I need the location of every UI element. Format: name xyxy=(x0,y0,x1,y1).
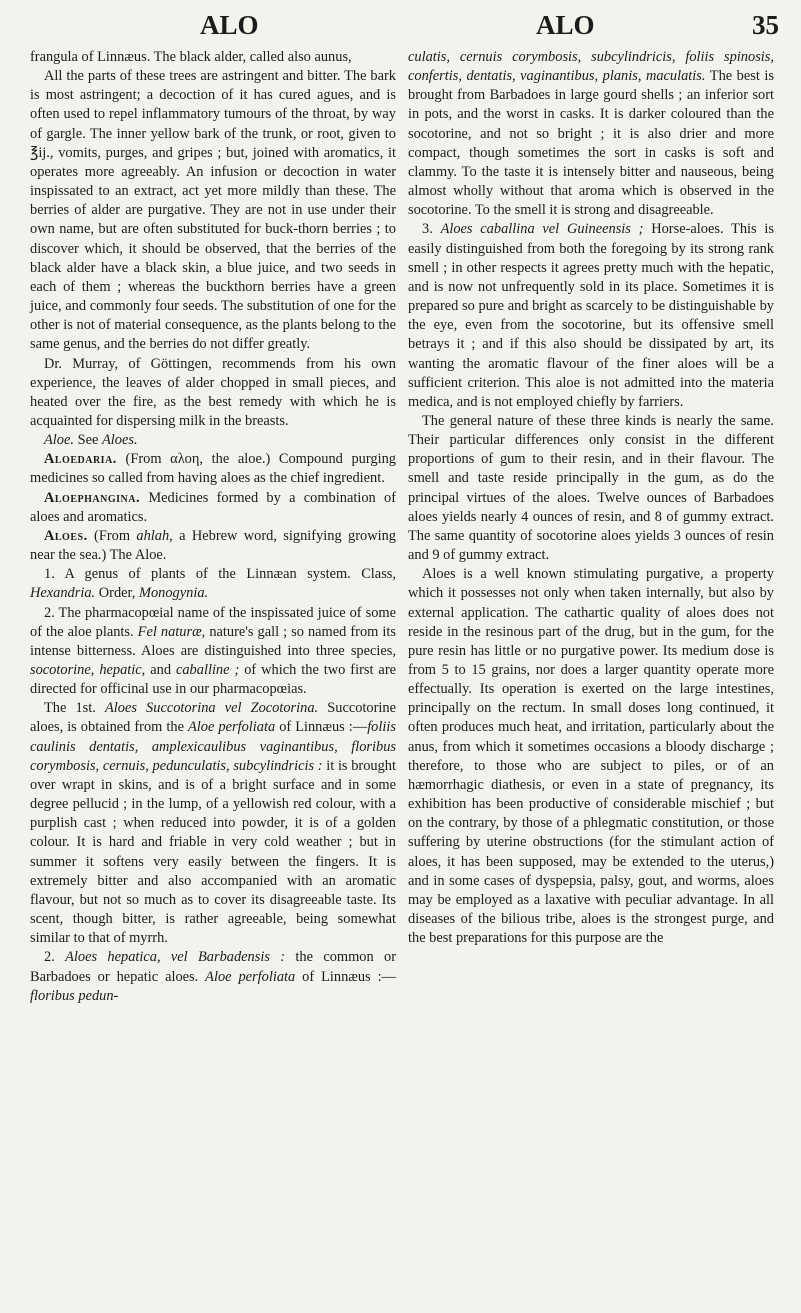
definition-1-text: 1. A genus of plants of the Linnæan system. Class, xyxy=(44,566,396,583)
etymology-prefix: (From xyxy=(94,527,131,544)
page-number: 35 xyxy=(752,10,779,40)
entry-term-aloe: Aloe. xyxy=(44,432,74,449)
entry-text-aloedaria: (From αλοη, the aloe.) Compound purging medicines so called from having aloes as the chief ingredient. xyxy=(30,451,396,487)
species-2-of: of Linnæus :— xyxy=(302,968,396,985)
species-3-paragraph xyxy=(408,220,774,412)
paragraph-frangula: frangula of Linnæus. The black alder, called also aunus, xyxy=(30,49,352,65)
header-left-word: ALO xyxy=(200,10,259,40)
species-1-plant: Aloe perfoliata xyxy=(188,719,276,736)
see-label: See xyxy=(77,432,99,449)
definition-2-end: of which the two first are directed for officinal use in our pharmacopœias. xyxy=(30,662,396,698)
conjunction: and xyxy=(150,662,172,678)
entry-aloe xyxy=(30,431,396,450)
paragraph-alder-properties: All the parts of these trees are astringent and bitter. The bark is most astringent; a decoction of it has cured agues, and is often used to repel inflammatory tumours of the throat, by way of gargle. The inner yellow bark of the trunk, or root, given to ℥ij., vomits, purges, and gripes ; but, joined with aromatics, it operates more agreeably. An infusion or decoction in water inspissated to an extract, act yet more mildly than these. The berries of alder are purgative. They are not in use under their own name, but are often substituted for buck-thorn berries ; to discover which, it should be observed, that the berries of the black alder have a black skin, a blue juice, and two seeds in each of them ; whereas the buckthorn berries have a green juice, and commonly four seeds. The substitution of one for the other is not of material consequence, as the plants belong to the same genus, and the berries do not differ greatly. xyxy=(30,68,396,353)
species-1-of: of Linnæus :— xyxy=(279,719,368,736)
paragraph-murray: Dr. Murray, of Göttingen, recommends from his own experience, the leaves of alder chopped in small pieces, and heated over the fire, as the best remedy with which he is acquainted for dispersing milk in the breasts. xyxy=(30,355,396,429)
definition-2 xyxy=(30,604,396,700)
order-label: Order, xyxy=(98,585,136,602)
species-3-number: 3. xyxy=(422,221,433,238)
entry-text-aloes: a Hebrew word, signifying growing near the sea.) The Aloe. xyxy=(30,527,396,564)
hebrew-word: ahlah, xyxy=(136,527,173,544)
species-caballine: caballine ; xyxy=(175,662,240,678)
paragraph-general-nature: The general nature of these three kinds is nearly the same. Their particular differences only consist in the different proportions of gum to their resin, and in their flavour. The smell and taste reside principally in the gum, as do the principal virtues of the aloes. Twelve ounces of Barbadoes aloes yields nearly 4 ounces of resin, and 8 of gummy extract. The same quantity of socotorine aloes yields 3 ounces of resin and 9 of gummy extract. xyxy=(408,412,774,564)
entry-aloedaria xyxy=(30,450,396,488)
fel-naturae: Fel naturæ, xyxy=(137,623,206,640)
species-1-number: The 1st. xyxy=(44,700,96,717)
species-2-number: 2. xyxy=(44,949,55,966)
running-header xyxy=(0,10,801,46)
species-2-text: the common or Barbadoes or hepatic aloes. xyxy=(30,949,396,985)
species-2-name: Aloes hepatica, vel Barbadensis : xyxy=(65,949,286,966)
species-1-text: Succotorine aloes, is obtained from the xyxy=(30,700,396,736)
species-2-paragraph xyxy=(30,948,396,1005)
species-1-body: it is brought over wrapt in skins, and is of a bright surface and in some degree pellucid ; in the lump, of a yellowish red colour, with a purplish cast ; when reduced into powder, it is of a golden colour. It is hard and friable in very cold weather ; but in summer it softens very easily between the fingers. It is extremely bitter and also accompanied with an aromatic flavour, but not so much as to cover its disagreeable taste. Its scent, though bitter, is rather agreeable, being somewhat similar to that of myrrh. xyxy=(30,757,396,947)
definition-2-body: nature's gall ; so named from its intense bitterness. Aloes are distinguished into three species, xyxy=(30,623,396,659)
species-3-body: Horse-aloes. This is easily distinguished from both the foregoing by its strong rank smell ; in other respects it agrees pretty much with the hepatic, and is now not unfrequently sold in its place. Sometimes it is prepared so pure and bright as scarcely to be distinguishable by the eye, even from the socotorine, but its offensive smell betrays it ; and if this also should be dissipated by art, its wanting the aromatic flavour of the finer aloes will be a sufficient criterion. This aloe is not admitted into the materia medica, and is not employed chiefly by farriers. xyxy=(408,221,774,410)
species-1-description: foliis caulinis dentatis, amplexicaulibus vaginantibus, floribus corymbosis, cernuis, pedunculatis, subcylindricis : xyxy=(30,719,396,774)
cross-reference: Aloes. xyxy=(101,432,138,449)
entry-aloes xyxy=(30,527,396,565)
definition-1 xyxy=(30,565,396,603)
species-2-description-continued: culatis, cernuis corymbosis, subcylindricis, foliis spinosis, confertis, dentatis, vaginantibus, planis, maculatis. xyxy=(408,49,774,85)
right-column xyxy=(408,48,774,948)
species-2-plant: Aloe perfoliata xyxy=(205,968,296,985)
header-center-word: ALO xyxy=(536,10,595,40)
entry-term-aloes: Aloes. xyxy=(44,527,88,544)
order-name: Monogynia. xyxy=(138,585,209,602)
species-1-paragraph xyxy=(30,699,396,948)
species-2-description: floribus pedun- xyxy=(30,987,119,1004)
paragraph-uses: Aloes is a well known stimulating purgative, a property which it possesses not only when taken internally, but also by external application. The cathartic quality of aloes does not reside in the resinous part of the drug, but in the gum, for the pure resin has little or no purgative power. Its medium dose is from 5 to 15 grains, nor does a larger quantity operate more effectually. Its operation is exerted on the large intestines, principally on the rectum. In small doses long continued, it often produces much heat, and irritation, particularly about the anus, from which it sometimes occasions a bloody discharge ; therefore, to those who are subject to piles, or of an hæmorrhagic diathesis, or even in a state of pregnancy, its exhibition has been productive of considerable mischief ; but on the contrary, by those of a phlegmatic constitution, or those suffering by uterine obstructions (for the stimulant action of aloes, it has been supposed, may be extended to the uterus,) and in some cases of dyspepsia, palsy, gout, and worms, aloes may be employed as a laxative with peculiar advantage. In all diseases of the bilious tribe, aloes is the strongest purge, and the best preparations for this purpose are the xyxy=(408,566,774,947)
left-column xyxy=(30,48,396,1006)
species-3-name: Aloes caballina vel Guineensis ; xyxy=(440,221,644,238)
species-1-name: Aloes Succotorina vel Zocotorina. xyxy=(104,700,319,717)
definition-2-text: 2. The pharmacopœial name of the inspissated juice of some of the aloe plants. xyxy=(30,604,396,640)
entry-text-aloephangina: Medicines formed by a combination of aloes and aromatics. xyxy=(30,489,396,525)
species-2-continued xyxy=(408,48,774,220)
species-socotorine: socotorine, xyxy=(30,662,95,678)
entry-aloephangina xyxy=(30,489,396,527)
species-hepatic: hepatic, xyxy=(99,662,146,678)
class-name: Hexandria. xyxy=(30,585,96,602)
entry-term-aloedaria: Aloedaria. xyxy=(44,451,117,468)
entry-term-aloephangina: Aloephangina. xyxy=(44,489,141,506)
species-2-body: The best is brought from Barbadoes in large gourd shells ; an inferior sort in pots, and the worst in casks. It is darker coloured than the socotorine, and not so bright ; it is also drier and more compact, though sometimes the sort in casks is soft and clammy. To the taste it is intensely bitter and nauseous, being almost wholly without that aroma which is observed in the socotorine. To the smell it is strong and disagreeable. xyxy=(408,68,774,219)
